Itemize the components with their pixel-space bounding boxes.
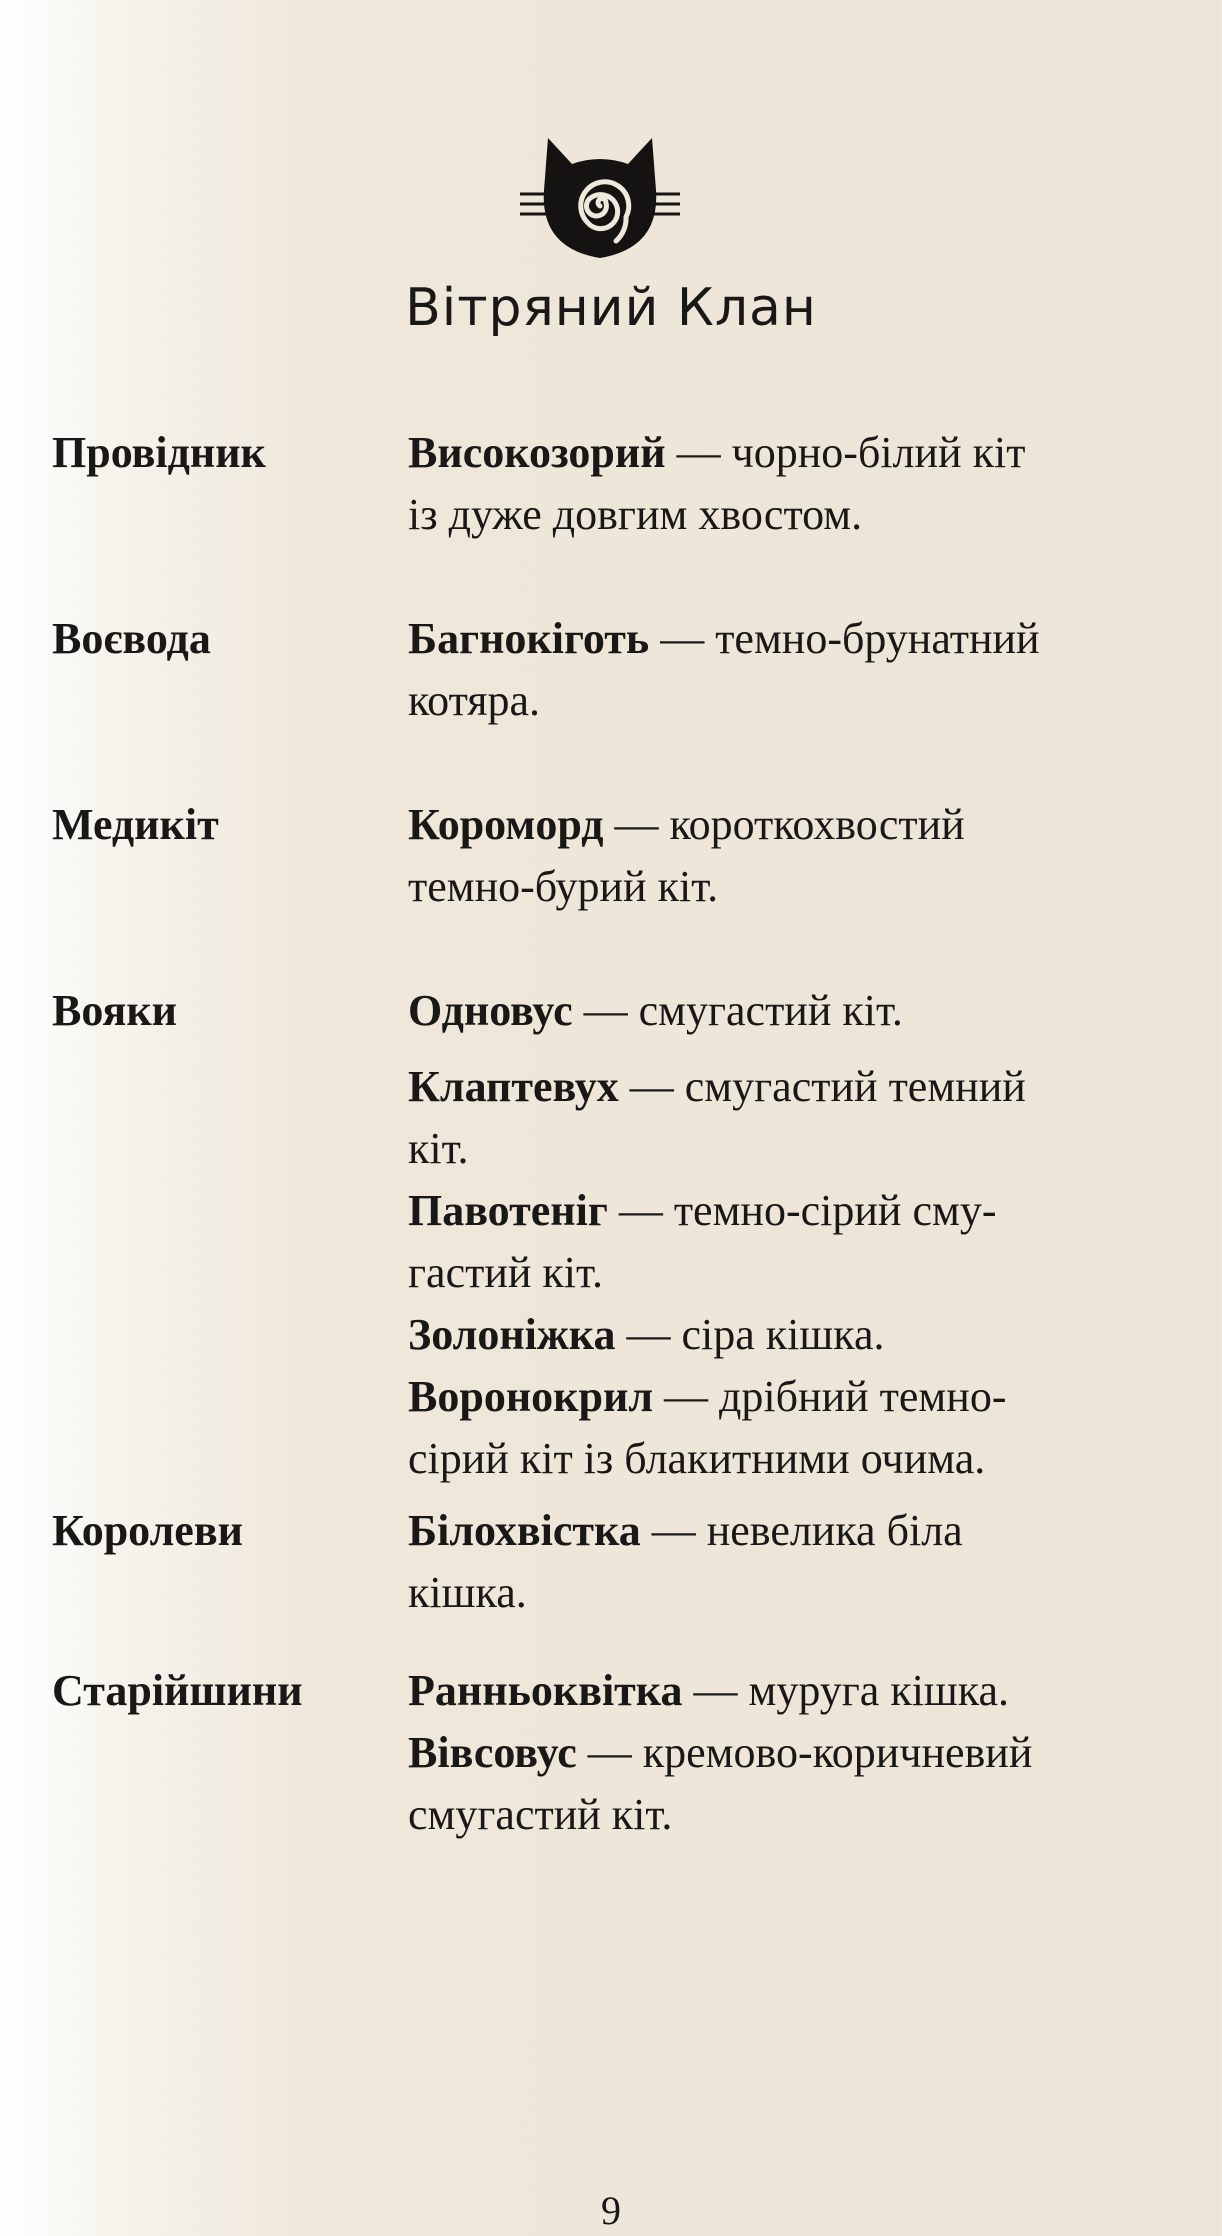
cat-name: Павотеніг bbox=[408, 1186, 608, 1235]
cat-entry bbox=[408, 980, 1188, 1042]
dash: — bbox=[682, 1666, 749, 1715]
cat-head-spiral-icon bbox=[520, 130, 680, 270]
cat-name: Коромoрд bbox=[408, 800, 604, 849]
cat-entry bbox=[408, 794, 1188, 918]
cat-description: чорно-білий кіт bbox=[731, 428, 1026, 477]
cat-description-line: кішка. bbox=[408, 1568, 527, 1617]
dash: — bbox=[640, 1506, 707, 1555]
cat-name: Вівсовус bbox=[408, 1728, 577, 1777]
cat-description-line: смугастий кіт. bbox=[408, 1790, 673, 1839]
rank-label: Медикіт bbox=[52, 800, 219, 849]
cat-name: Золоніжка bbox=[408, 1310, 616, 1359]
dash: — bbox=[615, 1310, 682, 1359]
cat-entry bbox=[408, 422, 1188, 546]
cat-description: смугастий темний bbox=[684, 1062, 1026, 1111]
dash: — bbox=[618, 1062, 685, 1111]
cat-entry bbox=[408, 608, 1188, 732]
cat-entry bbox=[408, 1722, 1188, 1846]
cat-entry bbox=[408, 1366, 1188, 1490]
cat-name: Клаптевух bbox=[408, 1062, 619, 1111]
cat-entry bbox=[408, 1660, 1188, 1722]
cat-description: темно-брунатний bbox=[715, 614, 1040, 663]
cat-description: темно-сірий сму- bbox=[673, 1186, 997, 1235]
cat-description-line: із дуже довгим хвостом. bbox=[408, 490, 863, 539]
rank-label: Старійшини bbox=[52, 1666, 303, 1715]
page-number: 9 bbox=[601, 2188, 621, 2233]
cat-description: кремово-коричневий bbox=[642, 1728, 1033, 1777]
cat-description: сіра кішка. bbox=[681, 1310, 885, 1359]
cat-description: короткохвостий bbox=[669, 800, 965, 849]
cat-description-line: темно-бурий кіт. bbox=[408, 862, 719, 911]
cat-entry bbox=[408, 1500, 1188, 1624]
cat-description-line: котяра. bbox=[408, 676, 540, 725]
clan-title: Вітряний Клан bbox=[405, 278, 817, 338]
cat-description: дрібний темно- bbox=[719, 1372, 1007, 1421]
cat-name: Ранньоквітка bbox=[408, 1666, 683, 1715]
cat-description: муруга кішка. bbox=[748, 1666, 1010, 1715]
rank-label: Королеви bbox=[52, 1506, 243, 1555]
cat-entry bbox=[408, 1304, 1188, 1366]
dash: — bbox=[653, 1372, 720, 1421]
cat-entry bbox=[408, 1056, 1188, 1180]
cat-description-line: гастий кіт. bbox=[408, 1248, 603, 1297]
dash: — bbox=[572, 986, 639, 1035]
dash: — bbox=[576, 1728, 643, 1777]
cat-name: Білохвістка bbox=[408, 1506, 641, 1555]
cat-entry bbox=[408, 1180, 1188, 1304]
cat-description: невелика біла bbox=[706, 1506, 963, 1555]
cat-name: Воронокрил bbox=[408, 1372, 654, 1421]
cat-name: Високозорий bbox=[408, 428, 666, 477]
rank-label: Провідник bbox=[52, 428, 266, 477]
dash: — bbox=[649, 614, 716, 663]
cat-description: смугастий кіт. bbox=[638, 986, 903, 1035]
rank-label: Воєвода bbox=[52, 614, 211, 663]
dash: — bbox=[665, 428, 732, 477]
rank-label: Вояки bbox=[52, 986, 178, 1035]
dash: — bbox=[603, 800, 670, 849]
cat-description-line: кіт. bbox=[408, 1124, 469, 1173]
dash: — bbox=[607, 1186, 674, 1235]
cat-description-line: сірий кіт із блакитними очима. bbox=[408, 1434, 986, 1483]
cat-name: Одновус bbox=[408, 986, 573, 1035]
cat-name: Багнокіготь bbox=[408, 614, 650, 663]
